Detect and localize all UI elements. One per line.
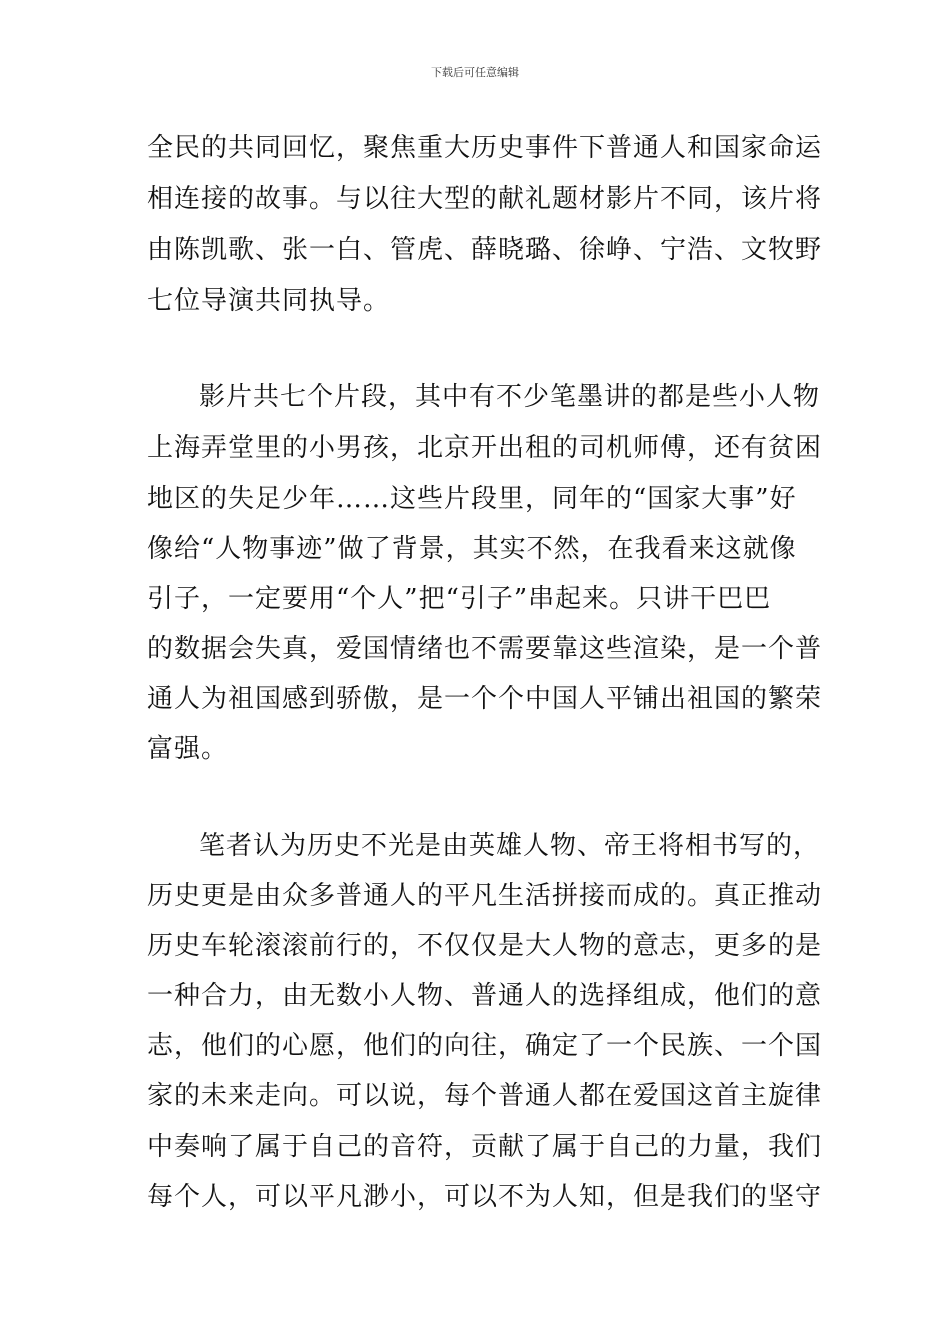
- paragraph-3-line-5: 志，他们的心愿，他们的向往，确定了一个民族、一个国: [147, 1031, 823, 1061]
- paragraph-2-line-1: 影片共七个片段，其中有不少笔墨讲的都是些小人物: [199, 382, 821, 412]
- paragraph-2-line-8: 富强。: [147, 734, 229, 764]
- paragraph-2-line-3: 地区的失足少年……这些片段里，同年的“国家大事”好: [147, 484, 797, 514]
- paragraph-1-line-2: 相连接的故事。与以往大型的献礼题材影片不同，该片将: [147, 184, 823, 214]
- paragraph-2-line-4: 像给“人物事迹”做了背景，其实不然，在我看来这就像: [147, 534, 797, 564]
- paragraph-3-line-6: 家的未来走向。可以说，每个普通人都在爱国这首主旋律: [147, 1081, 823, 1111]
- paragraph-2-line-7: 通人为祖国感到骄傲，是一个个中国人平铺出祖国的繁荣: [147, 684, 823, 714]
- paragraph-2-line-5: 引子，一定要用“个人”把“引子”串起来。只讲干巴巴: [147, 584, 772, 614]
- paragraph-3-line-7: 中奏响了属于自己的音符，贡献了属于自己的力量，我们: [147, 1132, 823, 1162]
- paragraph-2-line-2: 上海弄堂里的小男孩，北京开出租的司机师傅，还有贫困: [147, 433, 823, 463]
- paragraph-3-line-8: 每个人，可以平凡渺小，可以不为人知，但是我们的坚守: [147, 1182, 823, 1212]
- page-header: 下载后可任意编辑: [431, 66, 519, 79]
- paragraph-1-line-3: 由陈凯歌、张一白、管虎、薛晓璐、徐峥、宁浩、文牧野: [147, 235, 823, 265]
- paragraph-2-line-6: 的数据会失真，爱国情绪也不需要靠这些渲染，是一个普: [147, 634, 823, 664]
- paragraph-1-line-4: 七位导演共同执导。: [147, 286, 391, 316]
- paragraph-3-line-4: 一种合力，由无数小人物、普通人的选择组成，他们的意: [147, 981, 823, 1011]
- paragraph-3-line-1: 笔者认为历史不光是由英雄人物、帝王将相书写的，: [199, 831, 821, 861]
- paragraph-1-line-1: 全民的共同回忆，聚焦重大历史事件下普通人和国家命运: [147, 133, 823, 163]
- paragraph-3-line-2: 历史更是由众多普通人的平凡生活拼接而成的。真正推动: [147, 881, 823, 911]
- paragraph-3-line-3: 历史车轮滚滚前行的，不仅仅是大人物的意志，更多的是: [147, 931, 823, 961]
